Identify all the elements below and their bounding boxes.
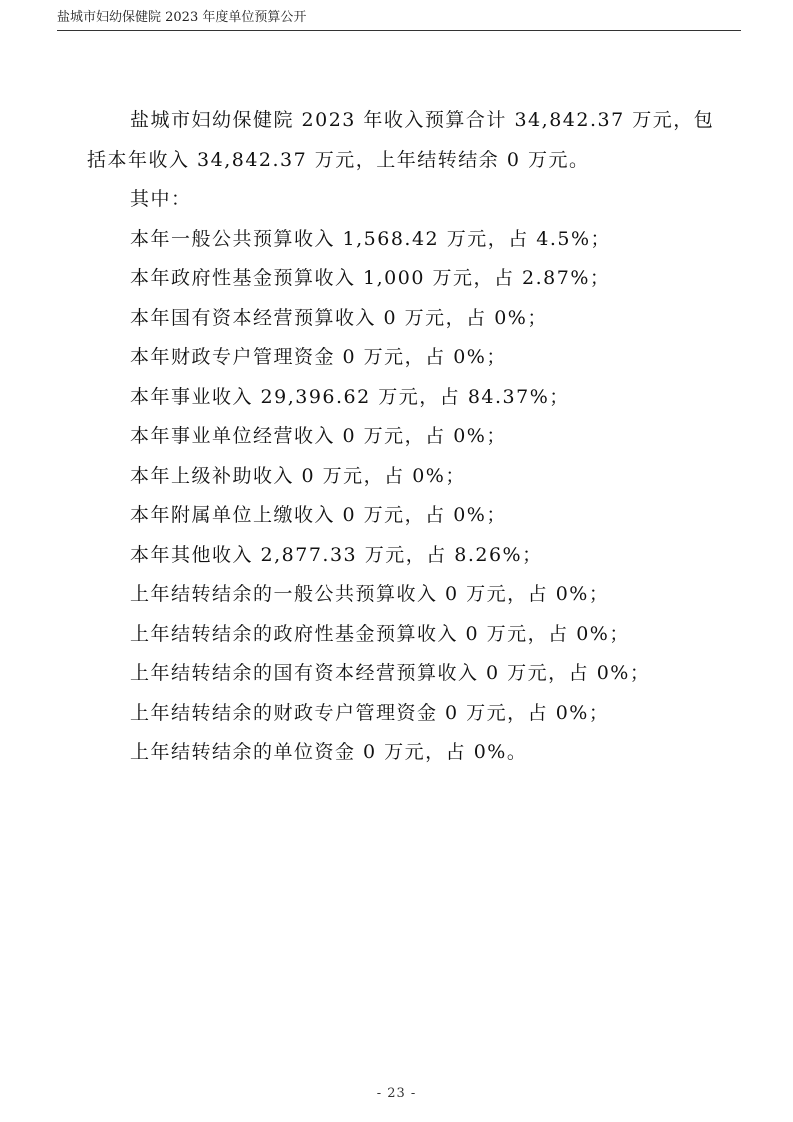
- list-item: 本年一般公共预算收入 1,568.42 万元，占 4.5%；: [130, 227, 611, 250]
- list-item: 本年国有资本经营预算收入 0 万元，占 0%；: [130, 306, 548, 329]
- list-item: 本年其他收入 2,877.33 万元，占 8.26%；: [130, 543, 543, 566]
- list-item: 本年政府性基金预算收入 1,000 万元，占 2.87%；: [130, 267, 611, 289]
- list-item: 上年结转结余的政府性基金预算收入 0 万元，占 0%；: [130, 622, 630, 645]
- header-title: 盐城市妇幼保健院 2023 年度单位预算公开: [57, 10, 307, 25]
- list-item: 本年财政专户管理资金 0 万元，占 0%；: [130, 346, 507, 368]
- list-item: 上年结转结余的国有资本经营预算收入 0 万元，占 0%；: [130, 662, 651, 684]
- intro-paragraph: 盐城市妇幼保健院 2023 年收入预算合计 34,842.37 万元，包括本年收入 34,842.37 万元，上年结转结余 0 万元。: [87, 109, 715, 171]
- page-header: [57, 8, 741, 31]
- list-item: 上年结转结余的财政专户管理资金 0 万元，占 0%；: [130, 701, 610, 724]
- list-item: 上年结转结余的一般公共预算收入 0 万元，占 0%；: [130, 583, 610, 605]
- list-item: 本年事业单位经营收入 0 万元，占 0%；: [130, 425, 507, 447]
- list-item: 本年附属单位上缴收入 0 万元，占 0%；: [130, 504, 507, 526]
- subheading: 其中：: [130, 188, 192, 210]
- list-item: 本年上级补助收入 0 万元，占 0%；: [130, 464, 466, 487]
- list-item: 本年事业收入 29,396.62 万元，占 84.37%；: [130, 385, 570, 408]
- page-number: - 23 -: [376, 1086, 417, 1101]
- list-item: 上年结转结余的单位资金 0 万元，占 0%。: [130, 741, 528, 763]
- document-body: [87, 100, 727, 773]
